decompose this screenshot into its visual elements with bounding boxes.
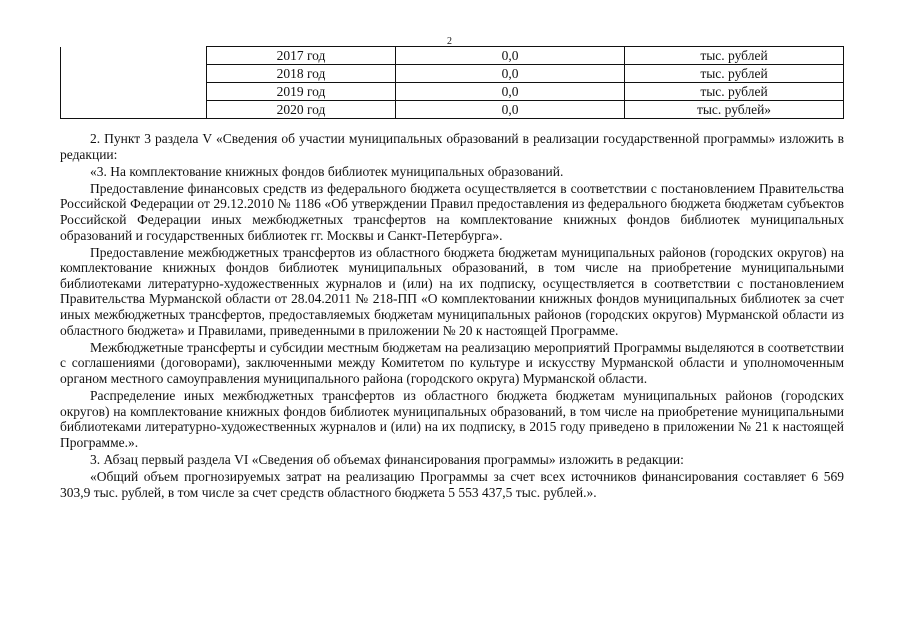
paragraph-item-2: 2. Пункт 3 раздела V «Сведения об участии муниципальных образований в реализации государственной программы» изложить в редакции: bbox=[60, 131, 844, 162]
value-cell: 0,0 bbox=[396, 65, 625, 83]
page-number: 2 bbox=[447, 36, 452, 47]
value-cell: 0,0 bbox=[396, 83, 625, 101]
unit-cell: тыс. рублей bbox=[625, 65, 844, 83]
paragraph-federal-funds: Предоставление финансовых средств из федерального бюджета осуществляется в соответствии с постановлением Правительства Российской Федерации от 29.12.2010 № 1186 «Об утверждении Правил предоставления из федерального бюджета бюджетам субъектов Российской Федерации иных межбюджетных трансфертов на комплектование книжных фондов библиотек муниципальных образований и государственных библиотек гг. Москвы и Санкт-Петербурга». bbox=[60, 180, 844, 243]
document-body bbox=[60, 131, 844, 502]
paragraph-subsidies: Межбюджетные трансферты и субсидии местным бюджетам на реализацию мероприятий Программы выделяются в соответствии с соглашениями (договорами), заключенными между Комитетом по культуре и искусству Мурманской области и уполномоченным органом местного самоуправления муниципального района (городского округа) Мурманской области. bbox=[60, 339, 844, 386]
paragraph-distribution: Распределение иных межбюджетных трансфертов из областного бюджета бюджетам муниципальных районов (городских округов) на комплектование книжных фондов библиотек муниципальных образований, в том числе на приобретение муниципальными библиотеками литературно-художественных журналов и (или) на их подписку, в 2015 году приведено в приложении № 21 к настоящей Программе.». bbox=[60, 388, 844, 450]
funding-table bbox=[60, 46, 844, 119]
table-empty-cell bbox=[61, 47, 207, 119]
unit-cell: тыс. рублей bbox=[625, 83, 844, 101]
paragraph-total-funding: «Общий объем прогнозируемых затрат на реализацию Программы за счет всех источников финансирования составляет 6 569 303,9 тыс. рублей, в том числе за счет средств областного бюджета 5 553 437,5 тыс. рублей.». bbox=[60, 468, 844, 500]
value-cell: 0,0 bbox=[396, 101, 625, 119]
paragraph-item-3: 3. Абзац первый раздела VI «Сведения об объемах финансирования программы» изложить в редакции: bbox=[90, 451, 684, 467]
table-row bbox=[61, 47, 844, 65]
unit-cell: тыс. рублей» bbox=[625, 101, 844, 119]
year-cell: 2017 год bbox=[207, 47, 396, 65]
value-cell: 0,0 bbox=[396, 47, 625, 65]
year-cell: 2020 год bbox=[207, 101, 396, 119]
paragraph-section-heading: «3. На комплектование книжных фондов библиотек муниципальных образований. bbox=[90, 163, 564, 179]
paragraph-regional-transfers: Предоставление межбюджетных трансфертов из областного бюджета бюджетам муниципальных районов (городских округов) на комплектование книжных фондов библиотек муниципальных образований, в том числе на приобретение муниципальными библиотеками литературно-художественных журналов и (или) на их подписку, осуществляется в соответствии с постановлением Правительства Мурманской области от 28.04.2011 № 218-ПП «О комплектовании книжных фондов муниципальных библиотек за счет иных межбюджетных трансфертов, предоставляемых бюджетам муниципальных районов (городских округов) Мурманской области из областного бюджета» и Правилами, приведенными в приложении № 20 к настоящей Программе. bbox=[60, 244, 844, 338]
year-cell: 2018 год bbox=[207, 65, 396, 83]
unit-cell: тыс. рублей bbox=[625, 47, 844, 65]
year-cell: 2019 год bbox=[207, 83, 396, 101]
